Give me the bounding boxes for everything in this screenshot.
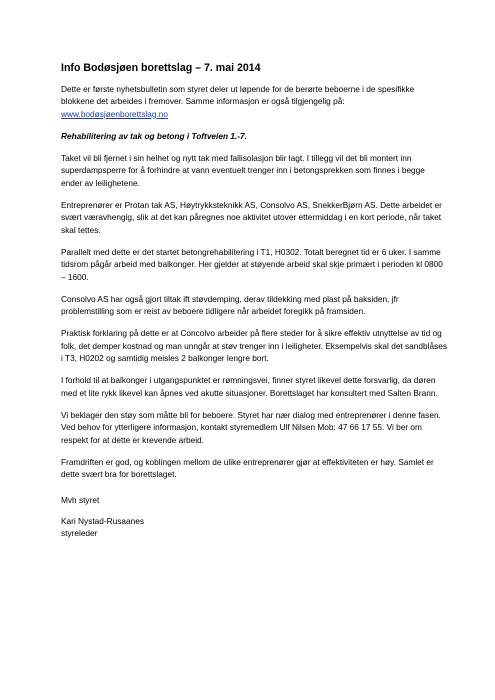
document-title: Info Bodøsjøen borettslag – 7. mai 2014 <box>61 62 261 74</box>
website-link[interactable]: www.bodøsjøenborettslag.no <box>61 108 168 119</box>
paragraph-progress: Framdriften er god, og koblingen mellom de ulike entreprenører gjør at effektiviteten er høy. Samlet er dette svært bra for borettslaget. <box>61 456 434 480</box>
signer-name: Kari Nystad-Rusaanes <box>61 515 145 526</box>
paragraph-contractors: Entreprenører er Protan tak AS, Høytrykksteknikk AS, Consolvo AS, SnekkerBjørn AS. Dette arbeidet er svært væravhengig, slik at det kan påregnes noe aktivitet utover ettermiddag i en kort periode, når taket skal tettes. <box>61 200 442 235</box>
paragraph-roof: Taket vil bli fjernet i sin helhet og nytt tak med fallisolasjon blir lagt. I tillegg vil det bli montert inn superdampsperre for å forhindre at vann eventuelt trenger inn i betongsprekken som finnes i begge ender av leilighetene. <box>61 153 425 188</box>
greeting: Mvh styret <box>61 495 100 506</box>
section-subheading: Rehabilitering av tak og betong i Toftveien 1.-7. <box>61 130 247 141</box>
paragraph-balconies: I forhold til at balkonger i utgangspunktet er rømningsvei, finner styret likevel dette forsvarlig, da døren med et lite rykk likevel kan åpnes ved akutte situasjoner. Borettslaget har konsultert med Salten Brann. <box>61 375 438 398</box>
signer-role: styreleder <box>61 528 98 539</box>
paragraph-explanation: Praktisk forklaring på dette er at Concolvo arbeider på flere steder for å sikre effektiv utnyttelse av tid og folk, det demper kostnad og man unngår at støv trenger inn i leiligheter. Eksempelvis skal det sandblåses i T3, H0202 og samtidig meisles 2 balkonger lengre bort. <box>61 328 448 364</box>
paragraph-noise: Vi beklager den støy som måtte bli for beboere. Styret har nær dialog med entreprenører i denne fasen. Ved behov for ytterligere informasjon, kontakt styremedlem Ulf Nilsen Mob: 47 66 17 55. Vi ber om respekt for at dette er krevende arbeid. <box>61 409 441 445</box>
intro-paragraph <box>61 83 447 120</box>
paragraph-concrete: Parallelt med dette er det startet betongrehabilitering i T1, H0302. Totalt beregnet tid er 6 uker. I samme tidsrom pågår arbeid med balkonger. Her gjelder at støyende arbeid skal skje primært i perioden kl 0800 – 1600. <box>61 246 443 282</box>
document-page <box>61 62 447 539</box>
intro-text: Dette er første nyhetsbulletin som styret deler ut løpende for de berørte beboerne i de spesifikke blokkene det arbeides i fremover. Samme informasjon er også tilgjengelig på: <box>61 84 415 107</box>
signature-block <box>61 515 447 540</box>
paragraph-dust: Consolvo AS har også gjort tiltak ift støvdemping, derav tildekking med plast på baksiden, jfr problemstilling som er reist av beboere tidligere når arbeidet foregikk på framsiden. <box>61 293 399 317</box>
